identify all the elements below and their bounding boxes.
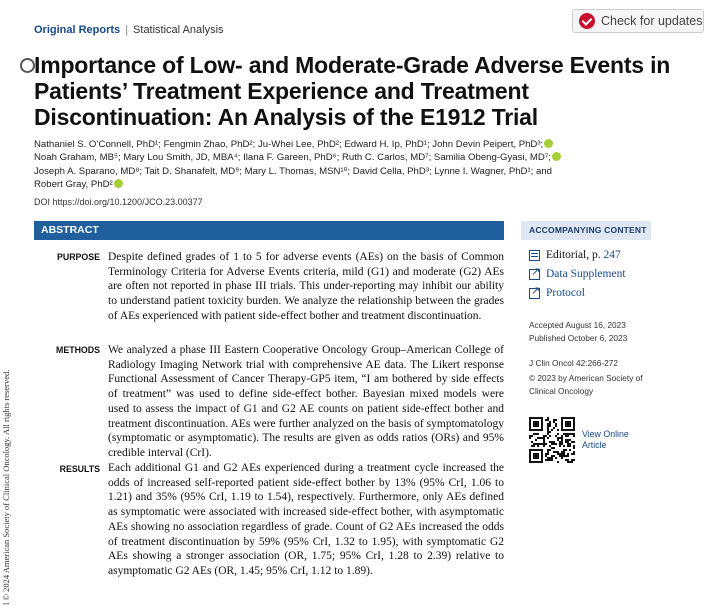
editorial-link[interactable]: Editorial, p. 247 (529, 249, 621, 261)
article-dates (529, 319, 669, 344)
orcid-icon[interactable] (552, 152, 561, 161)
view-online-link[interactable]: View Online Article (582, 429, 629, 450)
margin-copyright: l © 2024 American Society of Clinical Oncology. All rights reserved. (1, 369, 11, 605)
check-updates-button[interactable] (572, 9, 704, 33)
purpose-text: Despite defined grades of 1 to 5 for adverse events (AEs) on the basis of Common Terminology Criteria for Adverse Events criteria, mild (G1) and moderate (G2) AEs are often not reported in phase III trials. This under-reporting may inhibit our ability to understand patient toxicity burden. We analyze the relationship between the grades of AEs experienced with patient side-effect bother and treatment discontinuation. (108, 251, 504, 322)
author-line: Nathaniel S. O’Connell, PhD¹; Fengmin Zhao, PhD²; Ju-Whei Lee, PhD²; Edward H. Ip, PhD¹; John Devin Peipert, PhD³; (34, 138, 634, 151)
methods-label: METHODS (56, 345, 100, 355)
qr-code-icon[interactable] (529, 417, 575, 463)
purpose-label: PURPOSE (56, 252, 100, 262)
crossmark-icon (579, 13, 595, 29)
accepted-date: Accepted August 16, 2023 (529, 320, 626, 330)
section-name[interactable]: Statistical Analysis (133, 24, 224, 36)
orcid-icon[interactable] (544, 139, 553, 148)
published-date: Published October 6, 2023 (529, 332, 628, 343)
results-label: RESULTS (59, 464, 100, 474)
methods-text: We analyzed a phase III Eastern Cooperative Oncology Group–American College of Radiology Imaging Network trial with comprehensive AE data. The Likert response Functional Assessment of Cancer Therapy-GP5 item, “I am bothered by side effects of treatment” was used to define side-effect bother. Bayesian mixed models were used to assess the impact of G1 and G2 AE counts on patient side-effect bother and treatment discontinuation. AEs were further analyzed on the basis of symptomatology (symptomatic or asymptomatic). The results are given as odds ratios (ORs) and 95% credible interval (CrI). (108, 344, 504, 459)
abstract-heading: ABSTRACT (34, 221, 504, 240)
author-line: Noah Graham, MB⁵; Mary Lou Smith, JD, MBA⁴; Ilana F. Gareen, PhD⁶; Ruth C. Carlos, MD⁷; Samilia Obeng-Gyasi, MD⁷; (34, 151, 634, 164)
protocol-link[interactable]: ↗ Protocol (529, 287, 585, 299)
author-list (34, 138, 634, 191)
external-link-icon (529, 288, 540, 299)
document-icon (529, 250, 540, 261)
data-supplement-link[interactable]: ↗ Data Supplement (529, 268, 626, 280)
accompanying-content-heading: ACCOMPANYING CONTENT (521, 221, 651, 240)
open-access-icon (20, 58, 35, 73)
results-text: Each additional G1 and G2 AEs experienced during a treatment cycle increased the odds of increased self-reported patient side-effect bother by 13% (95% CrI, 1.06 to 1.21) and 35% (95% CrI, 1.19 to 1.54), respectively. Furthermore, only AEs defined as symptomatic were associated with increased side-effect bother, with asymptomatic AEs showing no association regardless of grade. Count of G2 AEs increased the odds of treatment discontinuation by 59% (95% CrI, 1.32 to 1.95), with symptomatic G2 AEs showing a stronger association (OR, 1.75; 95% CrI, 1.28 to 2.39) relative to asymptomatic G2 AEs (OR, 1.45; 95% CrI, 1.12 to 1.89). (108, 462, 504, 577)
author-line: Robert Gray, PhD² (34, 178, 634, 191)
check-updates-label: Check for updates (601, 14, 703, 28)
citation: J Clin Oncol 42:266-272 (529, 358, 619, 368)
article-title: Importance of Low- and Moderate-Grade Adverse Events in Patients’ Treatment Experience and Treatment Discontinuation: An Analysis of the E1912 Trial (34, 52, 671, 130)
report-type[interactable]: Original Reports (34, 24, 121, 36)
external-link-icon (529, 269, 540, 280)
separator: | (125, 24, 129, 36)
article-type-bar (34, 24, 224, 36)
doi-link[interactable]: DOI https://doi.org/10.1200/JCO.23.00377 (34, 197, 203, 207)
journal-copyright: © 2023 by American Society of Clinical Oncology (529, 373, 643, 396)
author-line: Joseph A. Sparano, MD⁸; Tait D. Shanafelt, MD⁹; Mary L. Thomas, MSN¹⁰; David Cella, PhD³; Lynne I. Wagner, PhD¹; and (34, 165, 553, 177)
orcid-icon[interactable] (114, 179, 123, 188)
